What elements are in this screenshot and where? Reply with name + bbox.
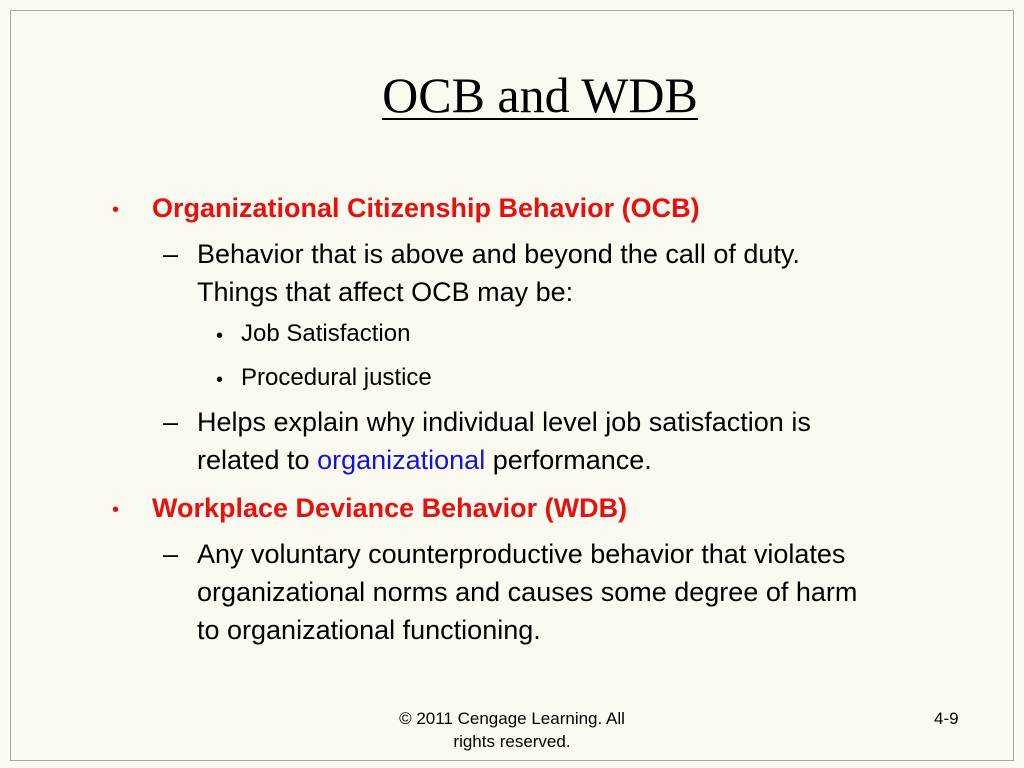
- copyright-line-1: © 2011 Cengage Learning. All: [399, 709, 625, 728]
- copyright-notice: [372, 707, 652, 753]
- sub-bullet-marker: •: [216, 325, 224, 347]
- ocb-factor-procedural-justice: Procedural justice: [241, 364, 432, 391]
- wdb-definition-line-1: Any voluntary counterproductive behavior that violates: [197, 539, 846, 569]
- dash-marker: –: [163, 407, 179, 437]
- ocb-explanation-text-pre: related to: [197, 445, 318, 475]
- dash-marker: –: [163, 239, 179, 269]
- dash-marker: –: [163, 539, 179, 569]
- bullet-marker: •: [112, 499, 120, 521]
- copyright-line-2: rights reserved.: [453, 732, 571, 751]
- wdb-definition-line-3: to organizational functioning.: [197, 615, 541, 645]
- bullet-ocb-heading: Organizational Citizenship Behavior (OCB): [152, 193, 700, 223]
- slide-title: OCB and WDB: [382, 67, 698, 123]
- bullet-wdb-heading: Workplace Deviance Behavior (WDB): [152, 493, 628, 523]
- ocb-explanation-text-post: performance.: [485, 445, 652, 475]
- bullet-marker: •: [112, 199, 120, 221]
- highlighted-word-organizational: organizational: [317, 445, 486, 475]
- ocb-definition-line-1: Behavior that is above and beyond the call of duty.: [197, 239, 800, 269]
- wdb-definition-line-2: organizational norms and causes some degree of harm: [197, 577, 858, 607]
- ocb-explanation-line-1: Helps explain why individual level job satisfaction is: [197, 407, 811, 437]
- sub-bullet-marker: •: [216, 369, 224, 391]
- ocb-definition-line-2: Things that affect OCB may be:: [197, 277, 574, 307]
- ocb-explanation-line-2: [197, 444, 652, 476]
- page-number: 4-9: [934, 709, 959, 728]
- ocb-factor-job-satisfaction: Job Satisfaction: [241, 320, 411, 347]
